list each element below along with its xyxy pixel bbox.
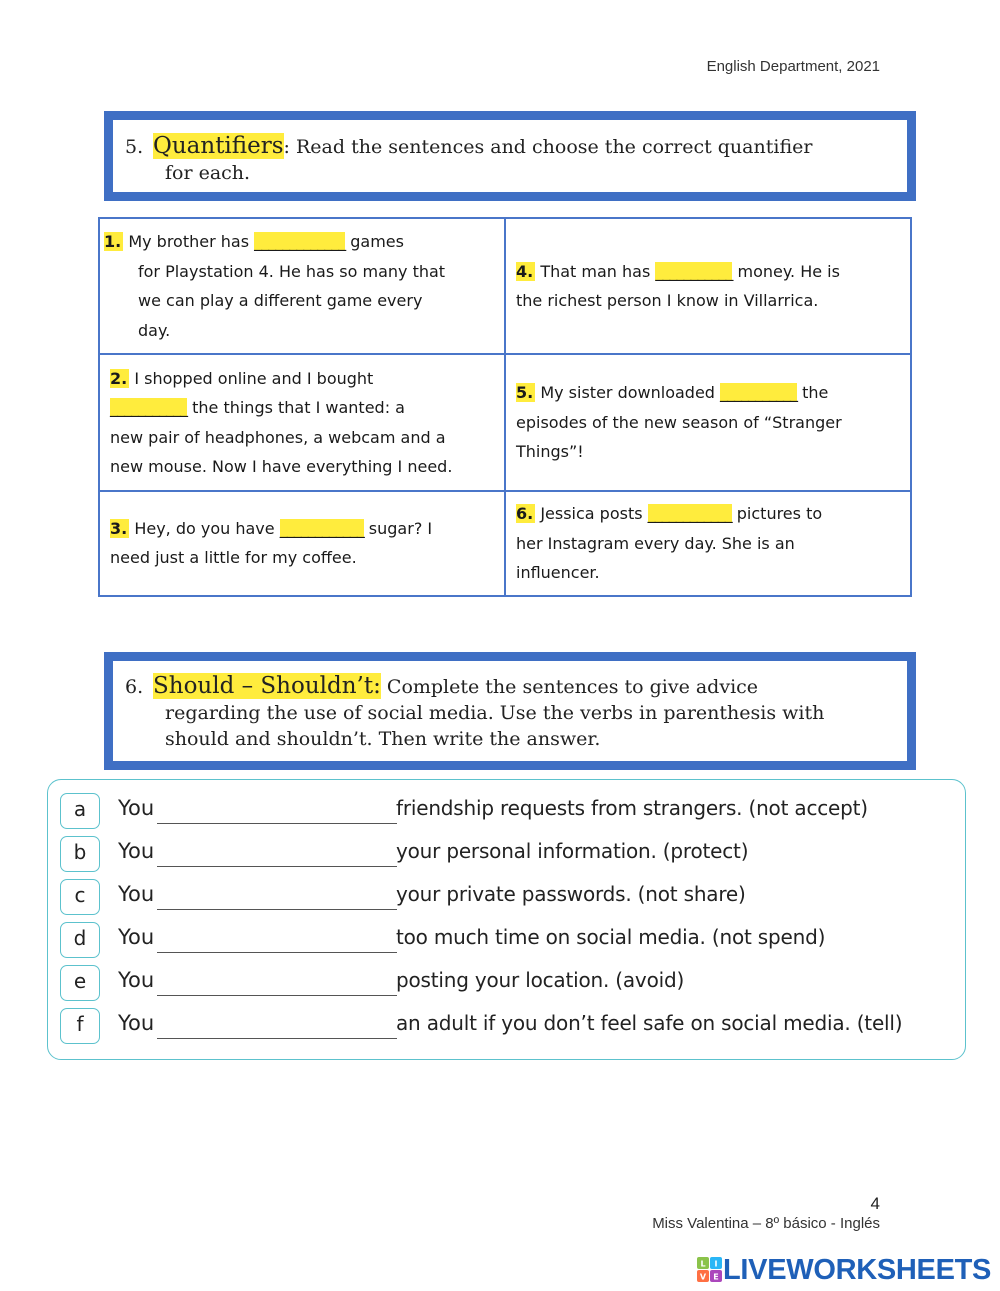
table-row <box>99 354 911 490</box>
subject-you: You <box>118 925 155 949</box>
item-text: influencer. <box>516 563 600 583</box>
section-6-line-1 <box>125 673 889 700</box>
item-text: her Instagram every day. She is an <box>516 533 795 553</box>
logo-letter: E <box>713 1272 719 1282</box>
quantifier-item-1 <box>99 218 505 354</box>
quantifier-item-6 <box>505 491 911 596</box>
quantifier-item-3 <box>99 491 505 596</box>
item-text: day. <box>138 320 171 340</box>
section-5-instructions <box>104 111 916 201</box>
quantifier-item-5 <box>505 354 911 490</box>
advice-text: an adult if you don’t feel safe on social media. (tell) <box>396 1011 903 1035</box>
section-5-title: Quantifiers <box>153 133 284 159</box>
item-text: new pair of headphones, a webcam and a <box>110 427 446 447</box>
item-text: money. He is <box>737 261 840 281</box>
table-row <box>99 218 911 354</box>
table-row <box>99 491 911 596</box>
quantifier-item-2 <box>99 354 505 490</box>
advice-text: too much time on social media. (not spend) <box>396 925 826 949</box>
section-6-instructions <box>104 652 916 770</box>
item-text: I shopped online and I bought <box>134 368 374 388</box>
letter-badge: e <box>60 965 100 1001</box>
answer-line[interactable] <box>157 866 397 867</box>
item-text: My sister downloaded <box>540 383 715 403</box>
letter-badge: f <box>60 1008 100 1044</box>
answer-line[interactable] <box>157 823 397 824</box>
letter-badge: a <box>60 793 100 829</box>
letter-badge: b <box>60 836 100 872</box>
logo-letter: L <box>700 1259 706 1269</box>
item-text: Jessica posts <box>540 504 643 524</box>
brand-name: LIVEWORKSHEETS <box>723 1254 992 1286</box>
item-number: 4. <box>516 261 534 281</box>
department-header: English Department, 2021 <box>706 58 880 75</box>
subject-you: You <box>118 968 155 992</box>
section-5-instruction: : Read the sentences and choose the correct quantifier <box>283 136 813 158</box>
item-text: the <box>802 383 829 403</box>
answer-blank[interactable]: ____________ <box>279 518 364 538</box>
letter-badge: d <box>60 922 100 958</box>
letter-badge: c <box>60 879 100 915</box>
teacher-footer: Miss Valentina – 8º básico - Inglés <box>652 1215 880 1232</box>
item-text: need just a little for my coffee. <box>110 548 357 568</box>
item-text: the things that I wanted: a <box>192 398 405 418</box>
item-text: That man has <box>540 261 651 281</box>
section-5-instruction-cont: for each. <box>165 162 251 184</box>
item-number: 1. <box>104 232 122 252</box>
advice-text: friendship requests from strangers. (not accept) <box>396 796 868 820</box>
page-number: 4 <box>870 1194 880 1213</box>
item-text: Things”! <box>516 442 584 462</box>
answer-blank[interactable]: ___________ <box>110 398 187 418</box>
answer-line[interactable] <box>157 995 397 996</box>
quantifiers-table <box>98 217 912 597</box>
answer-blank[interactable]: ___________ <box>655 261 733 281</box>
item-text: Hey, do you have <box>134 518 275 538</box>
section-6-instruction: Complete the sentences to give advice <box>386 676 759 698</box>
answer-blank[interactable]: ____________ <box>647 504 732 524</box>
item-text: new mouse. Now I have everything I need. <box>110 457 453 477</box>
subject-you: You <box>118 839 155 863</box>
advice-row-c <box>60 879 960 915</box>
logo-letter: I <box>714 1259 718 1269</box>
advice-text: your private passwords. (not share) <box>396 882 746 906</box>
advice-text: posting your location. (avoid) <box>396 968 685 992</box>
item-text: games <box>350 232 404 252</box>
section-6-title: Should – Shouldn’t: <box>153 673 381 699</box>
answer-blank[interactable]: ___________ <box>720 383 798 403</box>
answer-line[interactable] <box>157 1038 397 1039</box>
subject-you: You <box>118 796 155 820</box>
advice-row-b <box>60 836 960 872</box>
item-text: My brother has <box>128 232 250 252</box>
section-5-number: 5. <box>125 136 144 158</box>
advice-text: your personal information. (protect) <box>396 839 749 863</box>
section-6-instruction-cont: should and shouldn’t. Then write the answer. <box>165 728 601 750</box>
advice-row-d <box>60 922 960 958</box>
quantifier-item-4 <box>505 218 911 354</box>
item-text: for Playstation 4. He has so many that <box>138 261 446 281</box>
item-text: we can play a different game every <box>138 291 423 311</box>
advice-exercise <box>47 779 966 1060</box>
item-text: episodes of the new season of “Stranger <box>516 412 842 432</box>
subject-you: You <box>118 882 155 906</box>
liveworksheets-logo-icon <box>697 1257 723 1283</box>
answer-line[interactable] <box>157 909 397 910</box>
item-number: 2. <box>110 368 128 388</box>
answer-line[interactable] <box>157 952 397 953</box>
item-text: sugar? I <box>368 518 433 538</box>
item-text: the richest person I know in Villarrica. <box>516 291 819 311</box>
advice-row-a <box>60 793 960 829</box>
answer-blank[interactable]: _____________ <box>254 232 346 252</box>
item-number: 3. <box>110 518 128 538</box>
advice-row-e <box>60 965 960 1001</box>
item-number: 5. <box>516 383 534 403</box>
section-6-instruction-cont: regarding the use of social media. Use the verbs in parenthesis with <box>165 702 825 724</box>
advice-row-f <box>60 1008 960 1044</box>
liveworksheets-brand[interactable] <box>697 1253 997 1287</box>
subject-you: You <box>118 1011 155 1035</box>
item-text: pictures to <box>736 504 823 524</box>
item-number: 6. <box>516 504 534 524</box>
section-5-line-1 <box>125 133 889 160</box>
section-6-number: 6. <box>125 676 144 698</box>
logo-letter: V <box>699 1272 707 1282</box>
